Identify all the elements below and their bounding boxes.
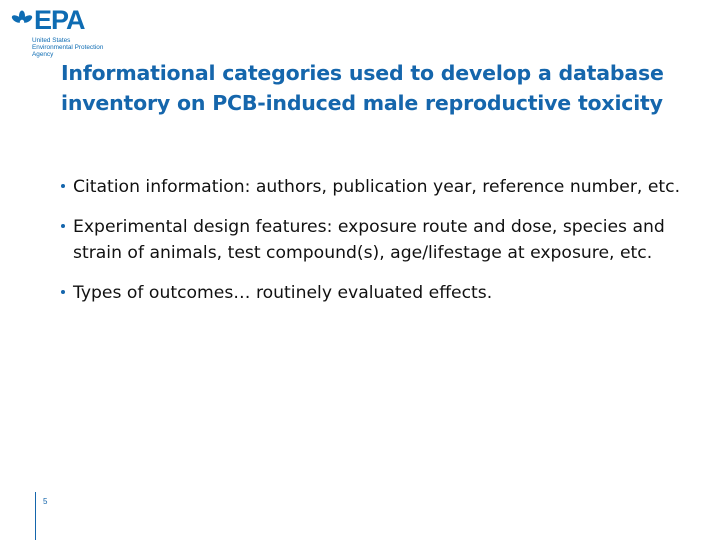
epa-flower-icon: [10, 10, 34, 34]
bullet-text: Experimental design features: exposure route and dose, species and strain of animals, test compound(s), age/lifestage at exposure, etc.: [73, 217, 665, 263]
bullet-text: Citation information: authors, publication year, reference number, etc.: [73, 177, 681, 197]
agency-line: Agency: [32, 51, 54, 58]
page-number: 5: [43, 497, 48, 506]
bullet-dot-icon: [61, 290, 65, 294]
bullet-list: [61, 174, 681, 320]
epa-wordmark: EPA: [34, 5, 85, 35]
bullet-item: [61, 214, 681, 266]
agency-name: [32, 37, 132, 58]
epa-logo: [10, 5, 130, 60]
bullet-dot-icon: [61, 184, 65, 188]
agency-line: United States: [32, 37, 71, 44]
bullet-dot-icon: [61, 224, 65, 228]
agency-line: Environmental Protection: [32, 44, 104, 51]
bullet-item: [61, 174, 681, 200]
page-number-divider: [35, 492, 36, 540]
slide-title: Informational categories used to develop a database inventory on PCB-induced male reproductive toxicity: [61, 61, 664, 115]
bullet-item: [61, 280, 681, 306]
bullet-text: Types of outcomes… routinely evaluated effects.: [73, 283, 493, 303]
